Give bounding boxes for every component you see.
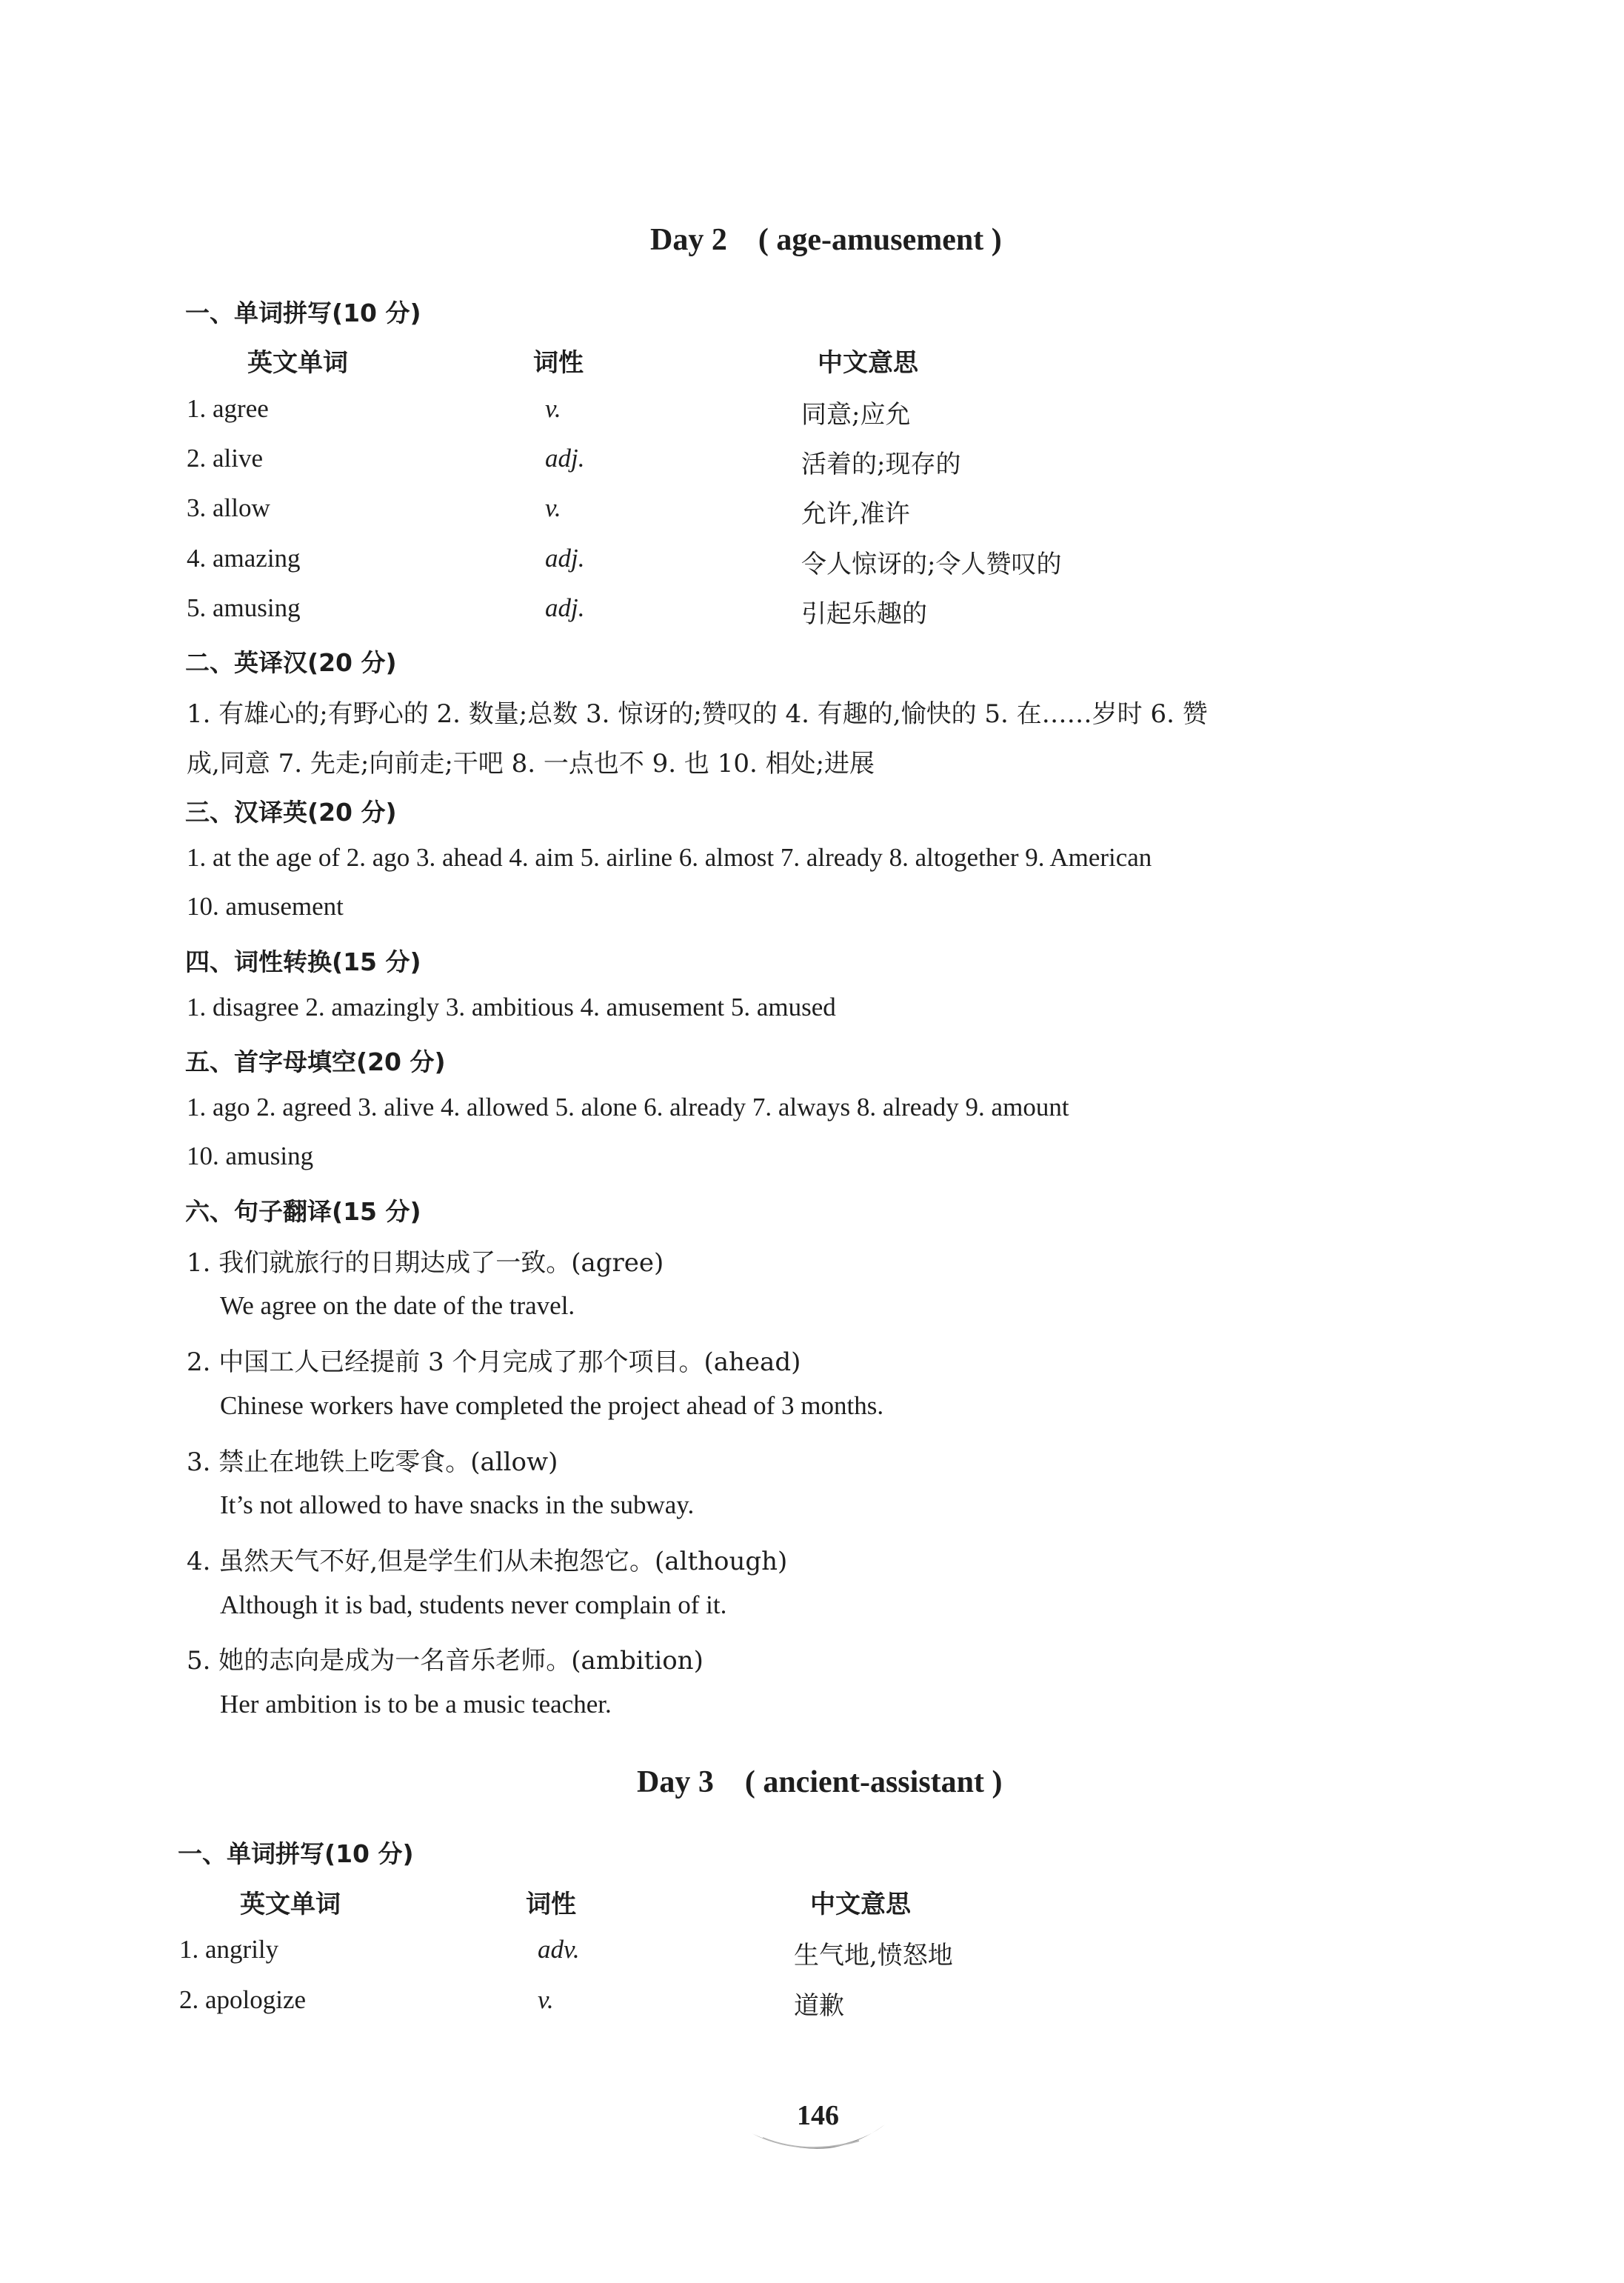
day2-meaning-1: 同意;应允 (801, 400, 911, 430)
day2-sentence-4-en: Although it is bad, students never complain of it. (220, 1590, 727, 1619)
day2-pos-2: adj. (545, 444, 585, 473)
day2-meaning-4: 令人惊讶的;令人赞叹的 (801, 550, 1062, 579)
day2-pos-1: v. (545, 394, 561, 423)
day2-section3-line1: 1. at the age of 2. ago 3. ahead 4. aim 5. airline 6. almost 7. already 8. altogether 9. American (187, 843, 1152, 872)
day3-col-meaning-header: 中文意思 (810, 1890, 911, 1919)
day2-col-pos-header: 词性 (533, 348, 584, 378)
day3-meaning-2: 道歉 (794, 1991, 844, 2021)
day2-sentence-3-en: It’s not allowed to have snacks in the subway. (220, 1490, 695, 1519)
day2-meaning-3: 允许,准许 (801, 499, 910, 529)
day2-sentence-2-en: Chinese workers have completed the project ahead of 3 months. (220, 1391, 884, 1420)
day2-section5-line1: 1. ago 2. agreed 3. alive 4. allowed 5. alone 6. already 7. always 8. already 9. amount (187, 1093, 1069, 1121)
day2-pos-3: v. (545, 493, 561, 522)
day3-meaning-1: 生气地,愤怒地 (794, 1941, 953, 1970)
day2-col-word-header: 英文单词 (247, 348, 348, 378)
day2-section5-heading: 五、首字母填空(20 分) (185, 1047, 446, 1076)
day2-section1-heading: 一、单词拼写(10 分) (185, 299, 421, 327)
day2-word-3: 3. allow (187, 493, 270, 522)
day2-section2-heading: 二、英译汉(20 分) (185, 648, 397, 677)
day2-pos-5: adj. (545, 593, 585, 622)
day3-section1-heading: 一、单词拼写(10 分) (178, 1839, 414, 1868)
day2-col-meaning-header: 中文意思 (818, 348, 918, 378)
day2-sentence-4-cn: 4. 虽然天气不好,但是学生们从未抱怨它。(although) (187, 1547, 788, 1576)
day2-sentence-1-en: We agree on the date of the travel. (220, 1291, 575, 1320)
page-number-swoosh (748, 2111, 889, 2156)
day3-col-pos-header: 词性 (526, 1890, 576, 1919)
day2-pos-4: adj. (545, 544, 585, 573)
day2-word-1: 1. agree (187, 394, 269, 423)
day2-section6-heading: 六、句子翻译(15 分) (185, 1197, 421, 1226)
page-number: 146 (797, 2100, 839, 2131)
day2-sentence-2-cn: 2. 中国工人已经提前 3 个月完成了那个项目。(ahead) (187, 1347, 801, 1377)
day2-section3-heading: 三、汉译英(20 分) (185, 798, 397, 827)
day2-section2-line1: 1. 有雄心的;有野心的 2. 数量;总数 3. 惊讶的;赞叹的 4. 有趣的,愉快的 5. 在……岁时 6. 赞 (187, 699, 1208, 729)
day2-section4-line1: 1. disagree 2. amazingly 3. ambitious 4. amusement 5. amused (187, 993, 836, 1021)
day3-word-1: 1. angrily (179, 1935, 279, 1964)
day3-pos-2: v. (538, 1985, 554, 2014)
day2-sentence-3-cn: 3. 禁止在地铁上吃零食。(allow) (187, 1447, 558, 1477)
day2-section2-line2: 成,同意 7. 先走;向前走;干吧 8. 一点也不 9. 也 10. 相处;进展 (187, 749, 875, 779)
day2-meaning-2: 活着的;现存的 (801, 450, 961, 479)
day2-word-4: 4. amazing (187, 544, 301, 573)
day3-col-word-header: 英文单词 (240, 1890, 341, 1919)
day2-title: Day 2 ( age-amusement ) (650, 223, 1002, 257)
day2-word-2: 2. alive (187, 444, 264, 473)
day2-section5-line2: 10. amusing (187, 1142, 314, 1170)
day3-title: Day 3 ( ancient-assistant ) (637, 1765, 1003, 1799)
day2-sentence-1-cn: 1. 我们就旅行的日期达成了一致。(agree) (187, 1248, 664, 1278)
day2-section3-line2: 10. amusement (187, 892, 344, 921)
day3-pos-1: adv. (538, 1935, 580, 1964)
day2-word-5: 5. amusing (187, 593, 301, 622)
day2-sentence-5-en: Her ambition is to be a music teacher. (220, 1690, 612, 1719)
day2-meaning-5: 引起乐趣的 (801, 599, 927, 629)
day2-section4-heading: 四、词性转换(15 分) (185, 947, 421, 976)
day2-sentence-5-cn: 5. 她的志向是成为一名音乐老师。(ambition) (187, 1646, 704, 1676)
day3-word-2: 2. apologize (179, 1985, 307, 2014)
